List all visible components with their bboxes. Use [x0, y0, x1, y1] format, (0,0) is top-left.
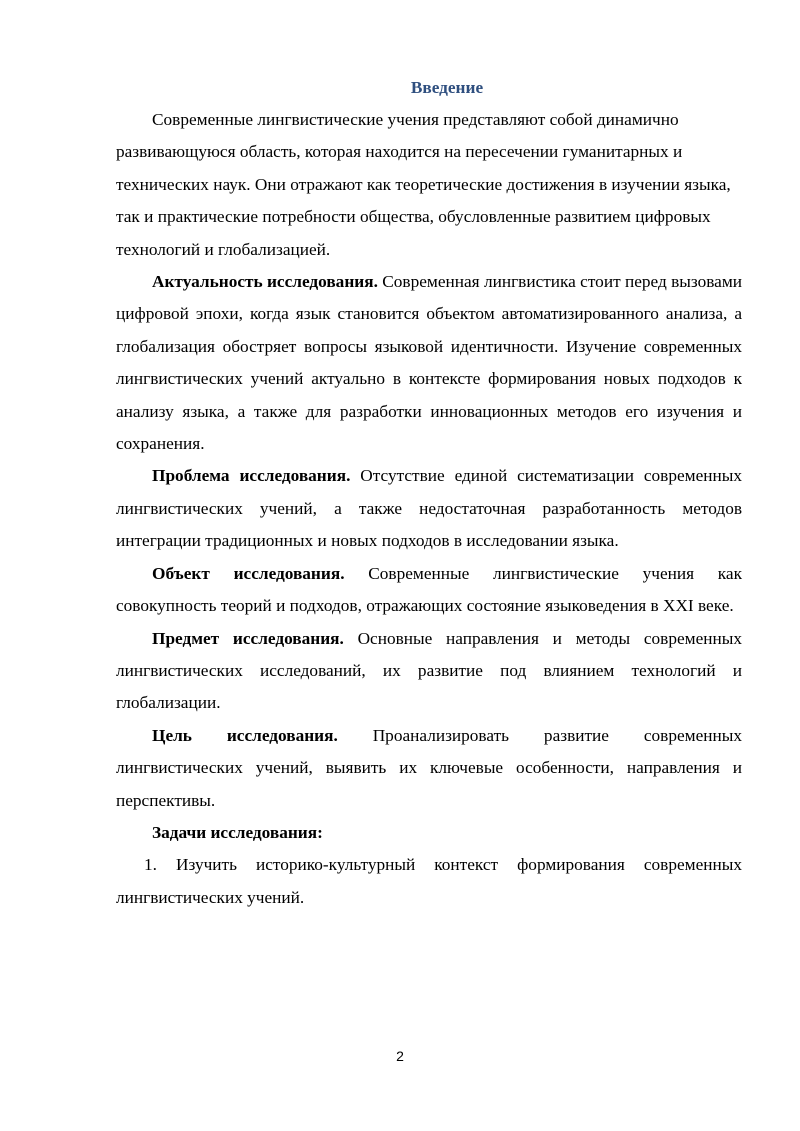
goal-text: Проанализировать развитие современных лингвистических учений, выявить их ключевые особенности, направления и перспективы.: [116, 725, 742, 810]
goal-label: Цель исследования.: [152, 725, 338, 745]
problem-label: Проблема исследования.: [152, 466, 351, 486]
tasks-heading: Задачи исследования:: [152, 822, 323, 842]
section-title: Введение: [410, 78, 484, 97]
object-paragraph: [116, 558, 742, 623]
task-text: Изучить историко-культурный контекст формирования современных лингвистических учений.: [116, 855, 742, 907]
subject-paragraph: [116, 623, 742, 720]
relevance-text: Современная лингвистика стоит перед вызовами цифровой эпохи, когда язык становится объектом автоматизированного анализа, а глобализация обостряет вопросы языковой идентичности. Изучение современных лингвистических учений актуально в контексте формирования новых подходов к анализу языка, а также для разработки инновационных методов его изучения и сохранения.: [116, 272, 743, 454]
relevance-paragraph: [116, 266, 742, 460]
object-text: Современные лингвистические учения как совокупность теорий и подходов, отражающих состояние языковедения в XXI веке.: [116, 563, 742, 616]
subject-text: Основные направления и методы современных лингвистических исследований, их развитие под влиянием технологий и глобализации.: [116, 628, 742, 713]
object-label: Объект исследования.: [152, 563, 345, 583]
page-number: 2: [396, 1048, 404, 1064]
intro-paragraph: Современные лингвистические учения представляют собой динамично развивающуюся область, которая находится на пересечении гуманитарных и технических наук. Они отражают как теоретические достижения в изучении языка, так и практические потребности общества, обусловленные развитием цифровых технологий и глобализацией.: [116, 110, 731, 259]
problem-text: Отсутствие единой систематизации современных лингвистических учений, а также недостаточная разработанность методов интеграции традиционных и новых подходов в исследовании языка.: [116, 466, 743, 551]
page-content: [116, 72, 742, 914]
task-item: [116, 849, 742, 914]
problem-paragraph: [116, 460, 742, 557]
task-number: 1.: [144, 855, 157, 875]
relevance-label: Актуальность исследования.: [152, 272, 378, 292]
goal-paragraph: [116, 720, 742, 817]
subject-label: Предмет исследования.: [152, 628, 344, 648]
